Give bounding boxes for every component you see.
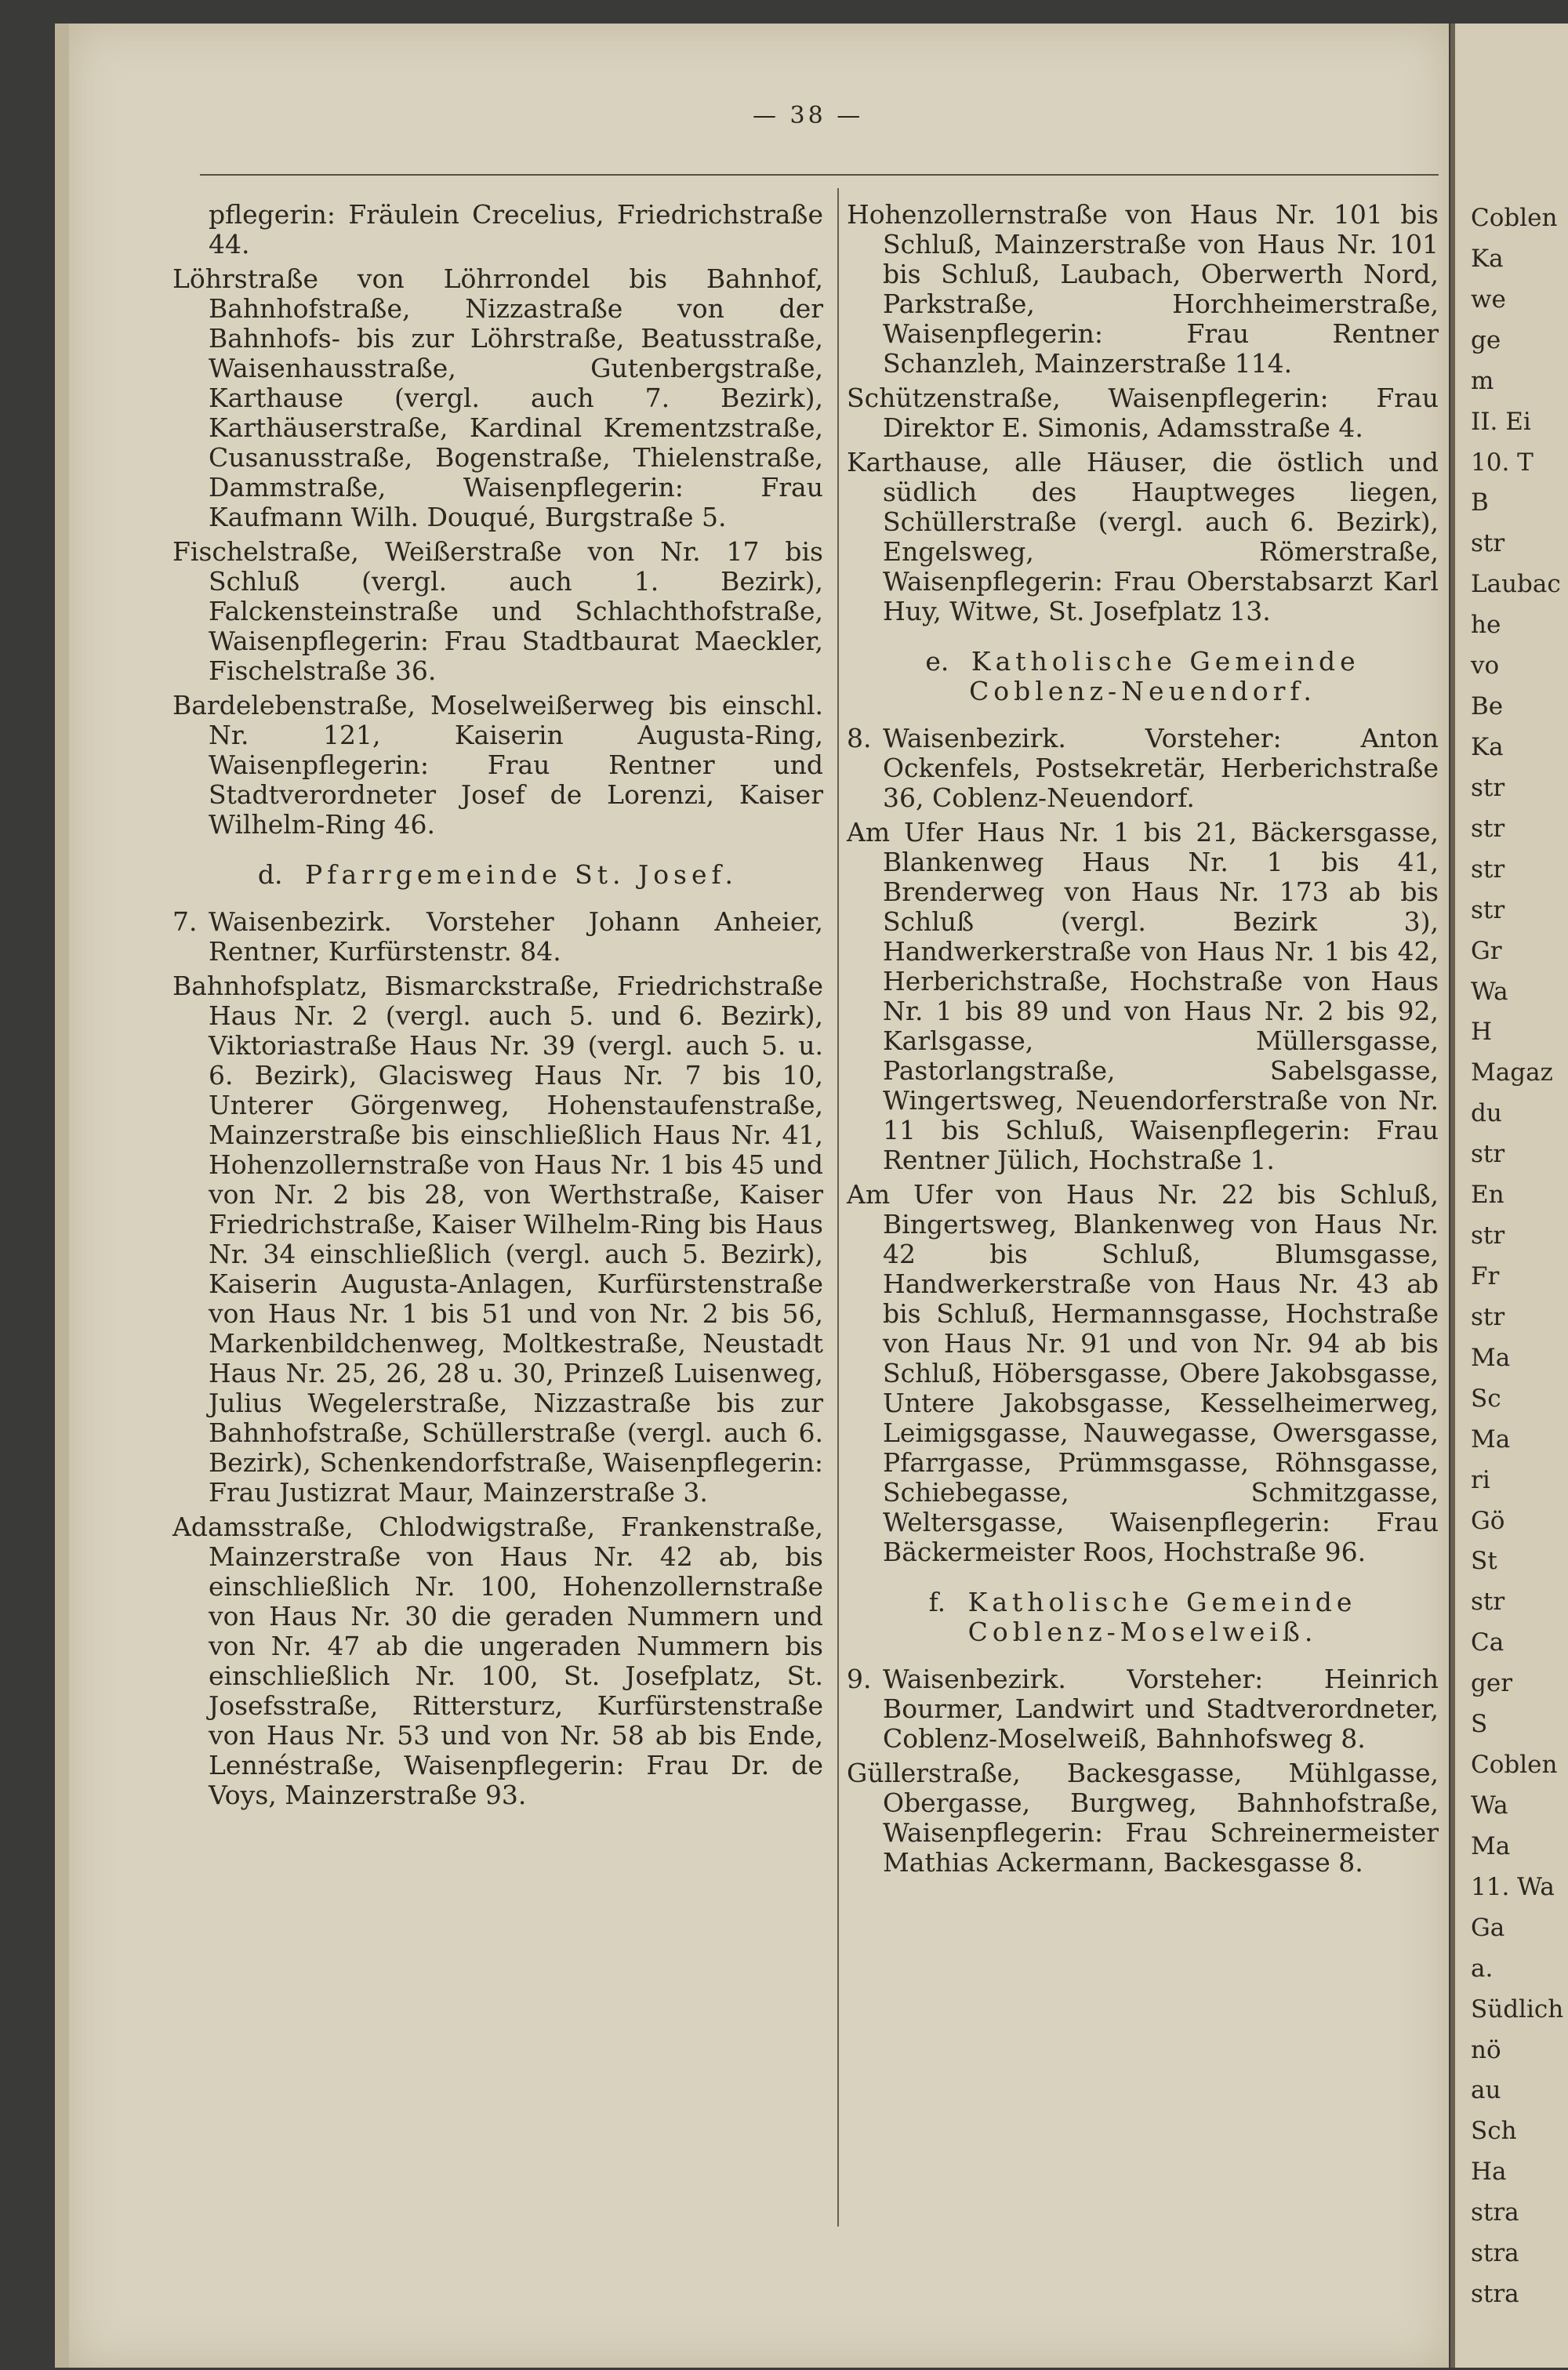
street-entry: Schützenstraße, Waisenpflegerin: Frau Direktor E. Simonis, Adamsstraße 4. — [847, 383, 1439, 443]
section-title: Katholische Gemeinde Coblenz-Neuendorf. — [969, 646, 1360, 706]
street-entry: Am Ufer Haus Nr. 1 bis 21, Bäckersgasse, Blankenweg Haus Nr. 1 bis 41, Brenderweg von Haus Nr. 173 ab bis Schluß (vergl. Bezirk 3), Handwerkerstraße von Haus Nr. 1 bis 42, Herberichstraße, Hochstraße von Haus Nr. 1 bis 89 und von Haus Nr. 2 bis 92, Karlsgasse, Müllersgasse, Pastorlangstraße, Sabelsgasse, Wingertsweg, Neuendorferstraße von Nr. 11 bis Schluß, Waisenpflegerin: Frau Rentner Jülich, Hochstraße 1. — [847, 817, 1439, 1175]
next-page-fragment: Ma — [1471, 1343, 1511, 1372]
next-page-fragment: du — [1471, 1099, 1502, 1128]
bezirk-entry — [847, 724, 1439, 813]
next-page-fragment: Sch — [1471, 2117, 1517, 2146]
section-label: e. — [925, 646, 949, 677]
next-page-fragment: Ga — [1471, 1913, 1505, 1942]
next-page-fragment: Coblen — [1471, 204, 1558, 232]
next-page-fragment: str — [1471, 1140, 1505, 1169]
next-page-fragment: Ma — [1471, 1831, 1511, 1860]
next-page-fragment: str — [1471, 529, 1505, 558]
street-entry: Am Ufer von Haus Nr. 22 bis Schluß, Bingertsweg, Blankenweg von Haus Nr. 42 bis Schluß, Blumsgasse, Handwerkerstraße von Haus Nr. 43 ab bis Schluß, Hermannsgasse, Hochstraße von Haus Nr. 91 und von Nr. 94 ab bis Schluß, Höbersgasse, Obere Jakobsgasse, Untere Jakobsgasse, Kesselheimerweg, Leimigsgasse, Nauwegasse, Owersgasse, Pfarrgasse, Prümmsgasse, Röhnsgasse, Schiebegasse, Schmitzgasse, Weltersgasse, Waisenpflegerin: Frau Bäckermeister Roos, Hochstraße 96. — [847, 1179, 1439, 1567]
bezirk-entry — [847, 1664, 1439, 1754]
next-page-fragment: str — [1471, 895, 1505, 924]
next-page-fragment: ge — [1471, 325, 1501, 354]
next-page-fragment: au — [1471, 2076, 1501, 2105]
next-page-fragment: II. Ei — [1471, 407, 1531, 436]
next-page-fragment: Sc — [1471, 1384, 1501, 1413]
bezirk-number: 9. — [847, 1664, 872, 1694]
next-page-fragment: Ha — [1471, 2158, 1507, 2187]
street-entry: Löhrstraße von Löhrrondel bis Bahnhof, Bahnhofstraße, Nizzastraße von der Bahnhofs- bis zur Löhrstraße, Beatusstraße, Waisenhausstraße, Gutenbergstraße, Karthause (vergl. auch 7. Bezirk), Karthäuserstraße, Kardinal Krementzstraße, Cusanusstraße, Bogenstraße, Thielenstraße, Dammstraße, Waisenpflegerin: Frau Kaufmann Wilh. Douqué, Burgstraße 5. — [172, 263, 823, 532]
next-page-fragment: we — [1471, 285, 1506, 314]
section-label: d. — [257, 859, 283, 890]
next-page-fragment: Gö — [1471, 1506, 1505, 1535]
next-page-fragment: Wa — [1471, 977, 1508, 1006]
next-page-fragment: B — [1471, 488, 1489, 517]
next-page-fragment: str — [1471, 855, 1505, 884]
next-page-fragment: str — [1471, 814, 1505, 843]
next-page-fragment: S — [1471, 1710, 1488, 1739]
next-page-fragment: str — [1471, 1302, 1505, 1331]
section-heading-d — [172, 860, 823, 890]
section-title: Pfarrgemeinde St. Josef. — [305, 859, 739, 890]
next-page-fragment: Be — [1471, 692, 1504, 721]
section-heading-e — [847, 647, 1439, 706]
bezirk-number: 7. — [172, 906, 198, 937]
next-page-fragment: Wa — [1471, 1791, 1508, 1820]
next-page-fragment: Ka — [1471, 244, 1504, 273]
next-page-fragment: stra — [1471, 2280, 1519, 2309]
right-column — [847, 200, 1439, 1882]
next-page-fragment: stra — [1471, 2239, 1519, 2268]
next-page-fragment: Coblen — [1471, 1751, 1558, 1780]
next-page-fragment: En — [1471, 1181, 1504, 1210]
street-entry: Karthause, alle Häuser, die östlich und südlich des Hauptweges liegen, Schüllerstraße (vergl. auch 6. Bezirk), Engelsweg, Römerstraße, Waisenpflegerin: Frau Oberstabsarzt Karl Huy, Witwe, St. Josefplatz 13. — [847, 447, 1439, 626]
next-page-fragment: ri — [1471, 1465, 1490, 1494]
column-divider — [837, 188, 839, 2227]
street-entry: Güllerstraße, Backesgasse, Mühlgasse, Obergasse, Burgweg, Bahnhofstraße, Waisenpflegerin: Frau Schreinermeister Mathias Ackermann, Backesgasse 8. — [847, 1758, 1439, 1878]
bezirk-text: Waisenbezirk. Vorsteher: Heinrich Bourmer, Landwirt und Stadtverordneter, Coblenz-Moselweiß, Bahnhofsweg 8. — [883, 1664, 1439, 1754]
street-entry: Hohenzollernstraße von Haus Nr. 101 bis Schluß, Mainzerstraße von Haus Nr. 101 bis Schluß, Laubach, Oberwerth Nord, Parkstraße, Horchheimerstraße, Waisenpflegerin: Frau Rentner Schanzleh, Mainzerstraße 114. — [847, 199, 1439, 379]
street-entry: pflegerin: Fräulein Crecelius, Friedrichstraße 44. — [209, 199, 823, 260]
next-page-fragment: Ca — [1471, 1628, 1504, 1657]
next-page-fragment: St — [1471, 1547, 1497, 1576]
next-page-fragment: 10. T — [1471, 448, 1534, 477]
next-page-fragment: Südlich — [1471, 1994, 1564, 2023]
header-rule — [200, 174, 1439, 176]
street-entry: Bardelebenstraße, Moselweißerweg bis einschl. Nr. 121, Kaiserin Augusta-Ring, Waisenpflegerin: Frau Rentner und Stadtverordneter Josef de Lorenzi, Kaiser Wilhelm-Ring 46. — [172, 690, 823, 840]
page-number: — 38 — — [753, 102, 864, 129]
next-page-fragment: str — [1471, 1221, 1505, 1250]
next-page-fragment: H — [1471, 1018, 1493, 1047]
left-column — [172, 200, 823, 1815]
next-page-fragment: Laubac — [1471, 570, 1561, 599]
street-entry: Fischelstraße, Weißerstraße von Nr. 17 bis Schluß (vergl. auch 1. Bezirk), Falckensteinstraße und Schlachthofstraße, Waisenpflegerin: Frau Stadtbaurat Maeckler, Fischelstraße 36. — [172, 536, 823, 686]
next-page-fragment: Ka — [1471, 733, 1504, 761]
next-page-fragment: Magaz — [1471, 1058, 1553, 1087]
street-entry: Bahnhofsplatz, Bismarckstraße, Friedrichstraße Haus Nr. 2 (vergl. auch 5. und 6. Bezirk), Viktoriastraße Haus Nr. 39 (vergl. auch 5. u. 6. Bezirk), Glacisweg Haus Nr. 7 bis 10, Unterer Görgenweg, Hohenstaufenstraße, Mainzerstraße bis einschließlich Haus Nr. 41, Hohenzollernstraße von Haus Nr. 1 bis 45 und von Nr. 2 bis 28, von Werthstraße, Kaiser Friedrichstraße, Kaiser Wilhelm-Ring bis Haus Nr. 34 einschließlich (vergl. auch 5. Bezirk), Kaiserin Augusta-Anlagen, Kurfürstenstraße von Haus Nr. 1 bis 51 und von Nr. 2 bis 56, Markenbildchenweg, Moltkestraße, Neustadt Haus Nr. 25, 26, 28 u. 30, Prinzeß Luisenweg, Julius Wegelerstraße, Nizzastraße bis zur Bahnhofstraße, Schüllerstraße (vergl. auch 6. Bezirk), Schenkendorfstraße, Waisenpflegerin: Frau Justizrat Maur, Mainzerstraße 3. — [172, 971, 823, 1508]
bezirk-text: Waisenbezirk. Vorsteher: Anton Ockenfels, Postsekretär, Herberichstraße 36, Coblenz-Neuendorf. — [883, 723, 1439, 813]
next-page-fragment: Gr — [1471, 936, 1502, 965]
street-entry: Adamsstraße, Chlodwigstraße, Frankenstraße, Mainzerstraße von Haus Nr. 42 ab, bis einschließlich Nr. 100, Hohenzollernstraße von Haus Nr. 30 die geraden Nummern und von Nr. 47 ab die ungeraden Nummern bis einschließlich Nr. 100, St. Josefplatz, St. Josefsstraße, Rittersturz, Kurfürstenstraße von Haus Nr. 53 und von Nr. 58 ab bis Ende, Lennéstraße, Waisenpflegerin: Frau Dr. de Voys, Mainzerstraße 93. — [172, 1512, 823, 1810]
next-page-fragment: ger — [1471, 1669, 1513, 1698]
next-page-fragment: he — [1471, 611, 1501, 640]
section-title: Katholische Gemeinde Coblenz-Moselweiß. — [967, 1587, 1357, 1647]
next-page-fragment: stra — [1471, 2198, 1519, 2227]
bezirk-number: 8. — [847, 723, 872, 753]
bezirk-text: Waisenbezirk. Vorsteher Johann Anheier, Rentner, Kurfürstenstr. 84. — [209, 906, 823, 967]
next-page-fragment: Ma — [1471, 1425, 1511, 1454]
next-page-fragment: 11. Wa — [1471, 1872, 1555, 1901]
section-label: f. — [928, 1587, 946, 1617]
next-page-fragment: nö — [1471, 2035, 1501, 2064]
next-page-fragment: str — [1471, 773, 1505, 802]
next-page-fragment: vo — [1471, 651, 1500, 681]
next-page-fragment: Fr — [1471, 1262, 1500, 1290]
bezirk-entry — [172, 907, 823, 967]
section-heading-f — [847, 1588, 1439, 1647]
next-page-fragment: str — [1471, 1588, 1505, 1617]
next-page-fragment: m — [1471, 366, 1494, 395]
next-page-fragment: a. — [1471, 1954, 1494, 1983]
next-page-edge — [1450, 24, 1568, 2368]
